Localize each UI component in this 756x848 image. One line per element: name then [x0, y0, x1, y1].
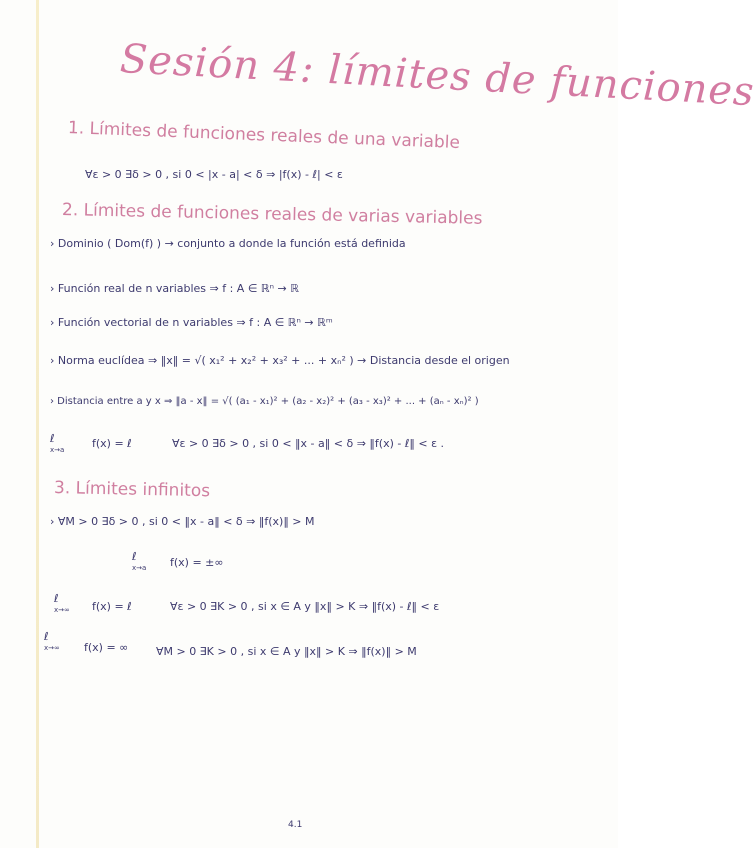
page-title: Sesión 4: límites de funciones [118, 36, 756, 116]
limit-at-infinity-expression: f(x) = ℓ [92, 600, 132, 613]
line-distancia: › Distancia entre a y x ⇒ ‖a - x‖ = √( (a₁ - x₁)² + (a₂ - x₂)² + (a₃ - x₃)² + ... + (aₙ - xₙ)² ) [50, 396, 479, 407]
limit-subscript: x→∞ [54, 606, 70, 614]
section-heading-2: 2. Límites de funciones reales de varias variables [61, 200, 483, 229]
line-funcion-real: › Función real de n variables ⇒ f : A ∈ ℝⁿ → ℝ [50, 282, 299, 295]
limit-notation-at-infinity-2 [44, 630, 60, 652]
limit-notation-at-infinity [54, 592, 70, 614]
limit-multi-expression: f(x) = ℓ [92, 437, 132, 450]
line-funcion-vectorial: › Función vectorial de n variables ⇒ f : A ∈ ℝⁿ → ℝᵐ [50, 316, 333, 329]
section-heading-3: 3. Límites infinitos [53, 478, 211, 502]
limit-notation-infinite [132, 550, 147, 572]
margin-line [36, 0, 39, 848]
limit-at-infinity-condition: ∀ε > 0 ∃K > 0 , si x ∈ A y ‖x‖ > K ⇒ ‖f(x) - ℓ‖ < ε [170, 600, 440, 613]
section-heading-1: 1. Límites de funciones reales de una variable [67, 118, 461, 154]
limit-symbol: ℓ [44, 630, 49, 643]
limit-symbol: ℓ [54, 592, 59, 605]
limit-subscript: x→∞ [44, 644, 60, 652]
limit-subscript: x→a [132, 564, 147, 572]
line-dominio: › Dominio ( Dom(f) ) → conjunto a donde la función está definida [50, 237, 406, 250]
limit-subscript: x→a [50, 446, 65, 454]
limit-symbol: ℓ [132, 550, 137, 563]
limit-infinite-at-infinity-expression: f(x) = ∞ [84, 641, 129, 654]
page-number: 4.1 [288, 820, 303, 830]
infinite-limit-condition: › ∀M > 0 ∃δ > 0 , si 0 < ‖x - a‖ < δ ⇒ ‖f(x)‖ > M [50, 515, 315, 528]
limit-symbol: ℓ [50, 432, 55, 445]
limit-notation-x-to-a [50, 432, 65, 454]
infinite-limit-expression: f(x) = ±∞ [170, 556, 224, 569]
line-norma-euclidea: › Norma euclídea ⇒ ‖x‖ = √( x₁² + x₂² + x₃² + ... + xₙ² ) → Distancia desde el origen [50, 354, 510, 367]
definition-one-variable: ∀ε > 0 ∃δ > 0 , si 0 < |x - a| < δ ⇒ |f(x) - ℓ| < ε [85, 168, 343, 181]
limit-infinite-at-infinity-condition: ∀M > 0 ∃K > 0 , si x ∈ A y ‖x‖ > K ⇒ ‖f(x)‖ > M [156, 645, 417, 658]
limit-multi-condition: ∀ε > 0 ∃δ > 0 , si 0 < ‖x - a‖ < δ ⇒ ‖f(x) - ℓ‖ < ε . [172, 437, 445, 450]
